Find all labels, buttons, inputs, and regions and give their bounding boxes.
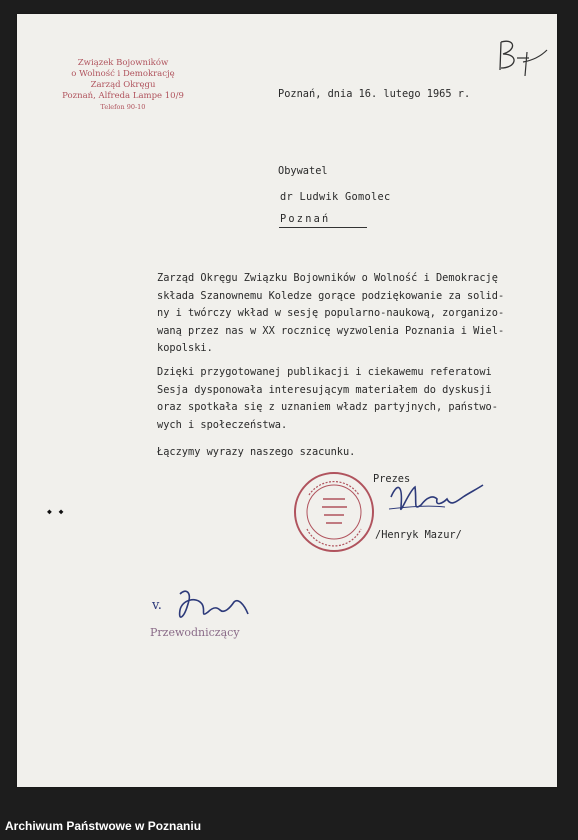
letterhead-line-board: Zarząd Okręgu	[90, 80, 156, 90]
closing-line	[157, 444, 557, 462]
addressee-city-underline	[279, 227, 367, 228]
body-line: Dzięki przygotowanej publikacji i ciekawemu referatowi	[157, 366, 492, 378]
reference-mark-icon	[495, 36, 550, 86]
archive-footer	[0, 813, 578, 840]
addressee-name: dr Ludwik Gomolec	[280, 191, 391, 203]
letter-date: Poznań, dnia 16. lutego 1965 r.	[278, 88, 471, 100]
closing-text: Łączymy wyrazy naszego szacunku.	[157, 446, 356, 458]
letterhead-stamp	[43, 58, 203, 113]
letterhead-line-address: Poznań, Alfreda Lampe 10/9	[62, 91, 184, 101]
body-line: kopolski.	[157, 342, 213, 354]
letter-page	[17, 14, 557, 787]
body-paragraph-2	[157, 364, 557, 434]
vice-chair-signature-icon	[152, 584, 252, 632]
addressee-city: Poznań	[280, 213, 331, 225]
body-line: składa Szanownemu Koledze gorące podziękowanie za solid-	[157, 289, 505, 302]
signer-name: /Henryk Mazur/	[375, 529, 462, 541]
punch-holes: ◆ ◆	[47, 507, 65, 516]
body-line: waną przez nas w XX rocznicę wyzwolenia Poznania i Wiel-	[157, 324, 505, 337]
vice-chair-label	[150, 598, 240, 639]
letterhead-line-org2: o Wolność i Demokrację	[71, 69, 175, 79]
body-line: ny i twórczy wkład w sesję popularno-naukową, zorganizo-	[157, 307, 505, 319]
body-line: Zarząd Okręgu Związku Bojowników o Wolność i Demokrację	[157, 272, 498, 284]
vice-prefix: v.	[152, 598, 162, 613]
letterhead-line-org: Związek Bojowników	[77, 58, 169, 68]
body-line: wych i społeczeństwa.	[157, 418, 288, 431]
body-paragraph-1	[157, 270, 557, 358]
signer-role: Prezes	[373, 473, 411, 485]
president-signature-icon	[387, 477, 487, 527]
body-line: oraz spotkała się z uznaniem władz partyjnych, państwo-	[157, 401, 498, 413]
archive-name: Archiwum Państwowe w Poznaniu	[5, 819, 202, 833]
body-line: Sesja dysponowała interesującym materiałem do dyskusji	[157, 383, 492, 396]
vice-title: Przewodniczący	[150, 626, 240, 639]
addressee-title: Obywatel	[278, 165, 328, 177]
letterhead-line-phone: Telefon 90-10	[100, 103, 146, 111]
round-stamp-icon	[293, 471, 375, 553]
